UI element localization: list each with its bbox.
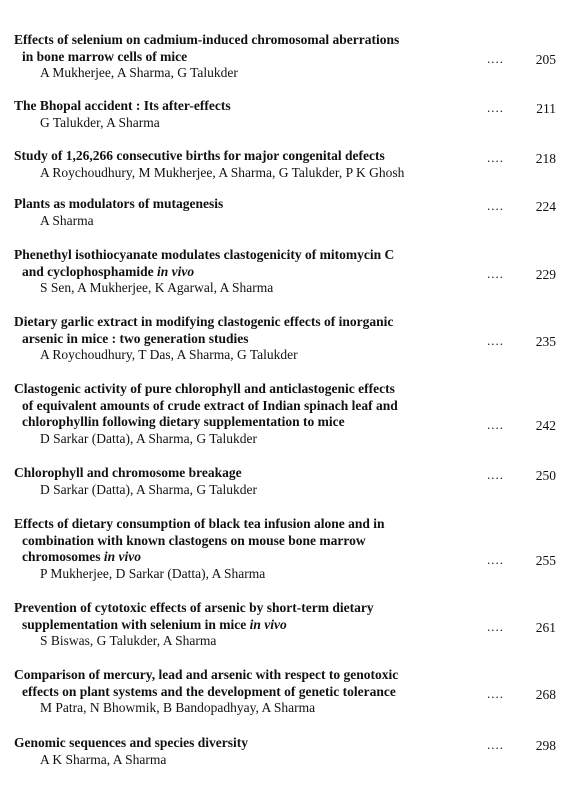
leader-dots: .... xyxy=(487,198,504,213)
entry-title-line: Genomic sequences and species diversity xyxy=(14,735,248,750)
leader-dots: .... xyxy=(487,686,504,701)
page-number: 218 xyxy=(535,151,556,166)
toc-entry xyxy=(14,735,559,768)
entry-authors: G Talukder, A Sharma xyxy=(40,114,160,130)
entry-title-line: effects on plant systems and the development of genetic tolerance xyxy=(22,683,396,699)
entry-authors: A K Sharma, A Sharma xyxy=(40,751,167,767)
entry-title-line: Prevention of cytotoxic effects of arsenic by short-term dietary xyxy=(14,600,374,615)
page-number: 242 xyxy=(535,418,556,433)
entry-title-line: Phenethyl isothiocyanate modulates clastogenicity of mitomycin C xyxy=(14,247,395,262)
page-number: 229 xyxy=(535,267,556,282)
leader-dots: .... xyxy=(487,619,504,634)
page-number: 224 xyxy=(535,199,556,214)
entry-authors: M Patra, N Bhowmik, B Bandopadhyay, A Sharma xyxy=(40,700,316,715)
toc-entry xyxy=(14,32,559,82)
entry-title-line: arsenic in mice : two generation studies xyxy=(22,330,249,346)
entry-title-line xyxy=(14,264,559,281)
leader-dots: .... xyxy=(487,417,504,432)
entry-title-line: Clastogenic activity of pure chlorophyll and anticlastogenic effects xyxy=(14,381,395,396)
page-number: 250 xyxy=(535,468,556,483)
entry-title-italic: in vivo xyxy=(157,263,195,279)
page-number: 235 xyxy=(535,334,556,349)
leader-dots: .... xyxy=(487,737,504,752)
entry-title-line xyxy=(14,549,559,566)
entry-authors: P Mukherjee, D Sarkar (Datta), A Sharma xyxy=(40,565,266,581)
entry-authors: S Sen, A Mukherjee, K Agarwal, A Sharma xyxy=(40,280,274,295)
page-number: 255 xyxy=(535,553,556,568)
entry-authors: A Roychoudhury, M Mukherjee, A Sharma, G Talukder, P K Ghosh xyxy=(40,164,405,180)
entry-title-text: chromosomes xyxy=(22,549,104,564)
page-number: 261 xyxy=(535,620,556,635)
toc-entry xyxy=(14,667,559,717)
leader-dots: .... xyxy=(487,150,504,165)
toc-entry xyxy=(14,600,559,650)
entry-title-line: Effects of dietary consumption of black tea infusion alone and in xyxy=(14,516,385,531)
entry-title-line: Dietary garlic extract in modifying clastogenic effects of inorganic xyxy=(14,314,394,329)
leader-dots: .... xyxy=(487,100,504,115)
entry-title-line: in bone marrow cells of mice xyxy=(22,48,188,64)
entry-authors: D Sarkar (Datta), A Sharma, G Talukder xyxy=(40,481,257,497)
entry-title-text: and cyclophosphamide xyxy=(22,263,158,279)
entry-title-line: Plants as modulators of mutagenesis xyxy=(14,196,224,211)
entry-authors: A Mukherjee, A Sharma, G Talukder xyxy=(40,65,238,80)
page-number: 298 xyxy=(535,738,556,753)
entry-title-italic: in vivo xyxy=(103,549,141,564)
entry-title-line: combination with known clastogens on mouse bone marrow xyxy=(22,532,366,548)
toc-entry xyxy=(14,381,559,447)
toc-entry xyxy=(14,196,559,229)
entry-title-line: The Bhopal accident : Its after-effects xyxy=(14,98,231,113)
entry-title-line xyxy=(14,617,559,634)
entry-authors: A Roychoudhury, T Das, A Sharma, G Talukder xyxy=(40,347,298,362)
toc-entry xyxy=(14,98,559,131)
leader-dots: .... xyxy=(487,552,504,567)
page-number: 268 xyxy=(535,687,556,702)
toc-entry xyxy=(14,314,559,364)
entry-title-line: chlorophyllin following dietary supplementation to mice xyxy=(22,414,345,429)
leader-dots: .... xyxy=(487,333,504,348)
page-number: 211 xyxy=(536,101,556,116)
entry-authors: D Sarkar (Datta), A Sharma, G Talukder xyxy=(40,430,257,446)
toc-entry xyxy=(14,148,559,181)
leader-dots: .... xyxy=(487,467,504,482)
entry-title-text: supplementation with selenium in mice xyxy=(22,616,250,632)
entry-title-line: Study of 1,26,266 consecutive births for major congenital defects xyxy=(14,148,385,163)
entry-title-line: Effects of selenium on cadmium-induced chromosomal aberrations xyxy=(14,32,400,47)
toc-entry xyxy=(14,465,559,498)
entry-title-line: Comparison of mercury, lead and arsenic with respect to genotoxic xyxy=(14,667,399,682)
entry-title-line: Chlorophyll and chromosome breakage xyxy=(14,465,242,480)
entry-title-italic: in vivo xyxy=(249,616,287,632)
toc-entry xyxy=(14,516,559,582)
leader-dots: .... xyxy=(487,51,504,66)
page-number: 205 xyxy=(535,52,556,67)
leader-dots: .... xyxy=(487,266,504,281)
toc-entry xyxy=(14,247,559,297)
entry-authors: A Sharma xyxy=(40,212,94,228)
entry-title-line: of equivalent amounts of crude extract of Indian spinach leaf and xyxy=(22,397,398,413)
entry-authors: S Biswas, G Talukder, A Sharma xyxy=(40,633,217,648)
